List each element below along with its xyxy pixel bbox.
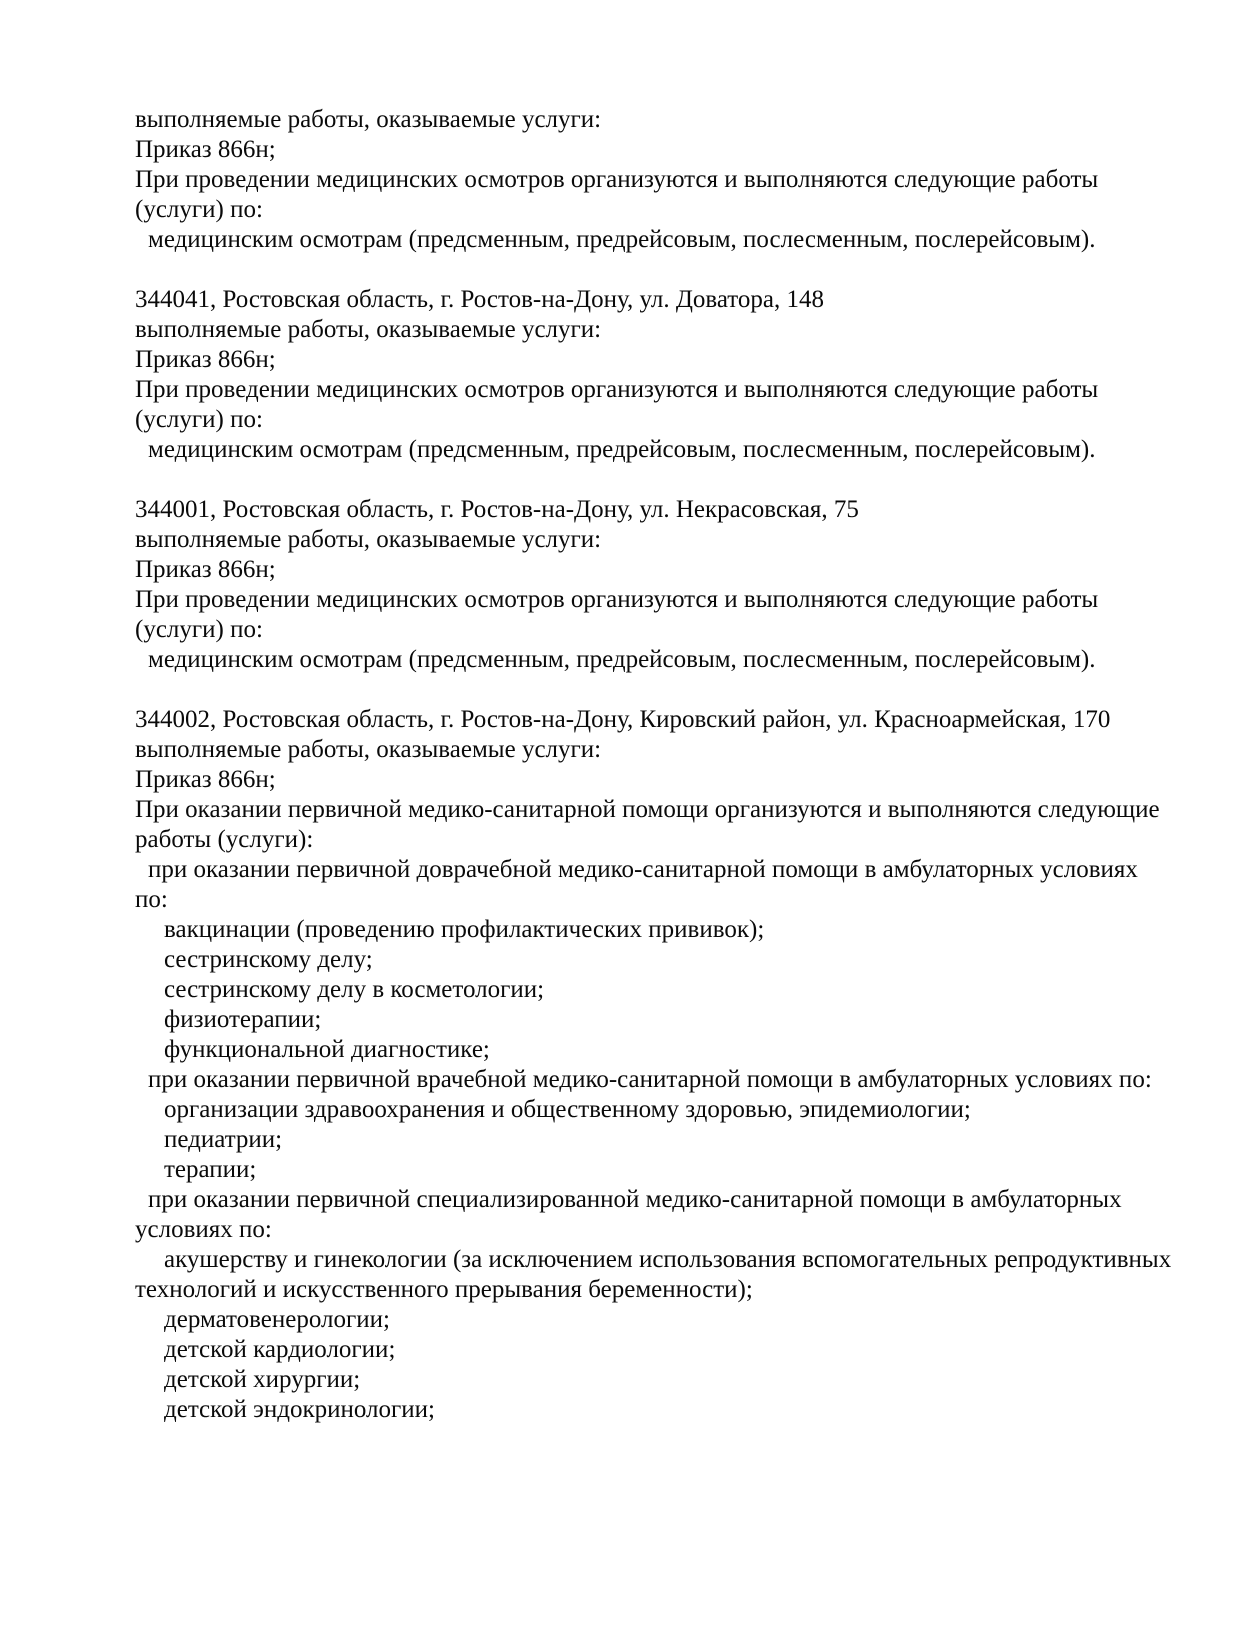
text-line: Приказ 866н; <box>135 766 276 793</box>
text-line: детской хирургии; <box>164 1366 361 1393</box>
text-line: работы (услуги): <box>135 826 314 853</box>
text-line: При проведении медицинских осмотров организуются и выполняются следующие работы <box>135 166 1099 193</box>
text-line: вакцинации (проведению профилактических прививок); <box>164 916 765 943</box>
text-line: дерматовенерологии; <box>164 1306 390 1333</box>
text-line: терапии; <box>164 1156 257 1183</box>
section-intro <box>135 105 1135 255</box>
text-line: акушерству и гинекологии (за исключением использования вспомогательных репродуктивных <box>164 1246 1172 1273</box>
text-line: (услуги) по: <box>135 196 263 223</box>
text-line: при оказании первичной специализированной медико-санитарной помощи в амбулаторных <box>148 1186 1122 1213</box>
text-line: детской эндокринологии; <box>164 1396 435 1423</box>
text-line: (услуги) по: <box>135 616 263 643</box>
text-line: выполняемые работы, оказываемые услуги: <box>135 106 602 133</box>
section-344002 <box>135 705 1172 1425</box>
text-line: условиях по: <box>135 1216 272 1243</box>
text-line: функциональной диагностике; <box>164 1036 490 1063</box>
text-line: медицинским осмотрам (предсменным, предрейсовым, послесменным, послерейсовым). <box>148 226 1096 253</box>
text-line: медицинским осмотрам (предсменным, предрейсовым, послесменным, послерейсовым). <box>148 646 1096 673</box>
text-line: организации здравоохранения и общественному здоровью, эпидемиологии; <box>164 1096 971 1123</box>
text-line: При проведении медицинских осмотров организуются и выполняются следующие работы <box>135 376 1099 403</box>
text-line: выполняемые работы, оказываемые услуги: <box>135 526 602 553</box>
text-line: 344002, Ростовская область, г. Ростов-на-Дону, Кировский район, ул. Красноармейская, 170 <box>135 706 1111 733</box>
text-line: медицинским осмотрам (предсменным, предрейсовым, послесменным, послерейсовым). <box>148 436 1096 463</box>
section-344001 <box>135 495 1135 675</box>
text-line: выполняемые работы, оказываемые услуги: <box>135 736 602 763</box>
text-line: физиотерапии; <box>164 1006 322 1033</box>
text-line: При проведении медицинских осмотров организуются и выполняются следующие работы <box>135 586 1099 613</box>
text-line: 344041, Ростовская область, г. Ростов-на-Дону, ул. Доватора, 148 <box>135 286 824 313</box>
text-line: При оказании первичной медико-санитарной помощи организуются и выполняются следующие <box>135 796 1160 823</box>
text-line: сестринскому делу в косметологии; <box>164 976 545 1003</box>
text-line: Приказ 866н; <box>135 556 276 583</box>
text-line: при оказании первичной врачебной медико-санитарной помощи в амбулаторных условиях по: <box>148 1066 1152 1093</box>
text-line: (услуги) по: <box>135 406 263 433</box>
text-line: выполняемые работы, оказываемые услуги: <box>135 316 602 343</box>
text-line: Приказ 866н; <box>135 136 276 163</box>
text-line: технологий и искусственного прерывания беременности); <box>135 1276 753 1303</box>
section-344041 <box>135 285 1135 465</box>
text-line: 344001, Ростовская область, г. Ростов-на-Дону, ул. Некрасовская, 75 <box>135 496 859 523</box>
document-text-body <box>135 105 1172 1425</box>
text-line: при оказании первичной доврачебной медико-санитарной помощи в амбулаторных условиях <box>148 856 1138 883</box>
text-line: по: <box>135 886 168 913</box>
text-line: Приказ 866н; <box>135 346 276 373</box>
text-line: детской кардиологии; <box>164 1336 396 1363</box>
text-line: педиатрии; <box>164 1126 283 1153</box>
text-line: сестринскому делу; <box>164 946 373 973</box>
